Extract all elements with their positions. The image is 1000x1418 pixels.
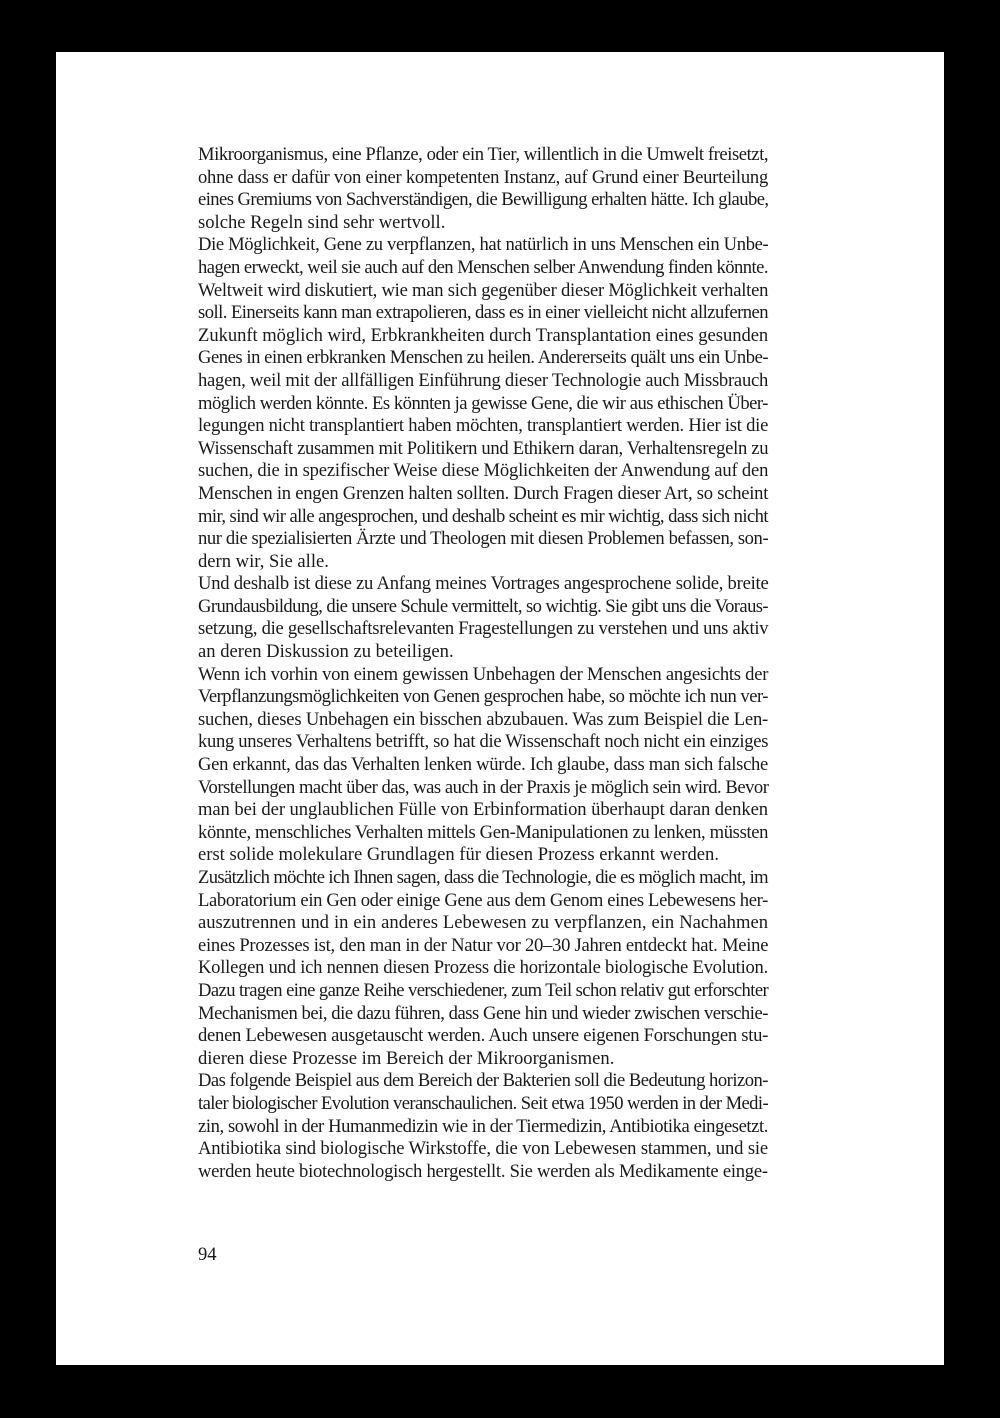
book-page [56,52,944,1365]
text-line: Wissenschaft zusammen mit Politikern und Ethikern daran, Verhaltensregeln zu [198,437,769,459]
text-line: legungen nicht transplantiert haben möchten, transplantiert werden. Hier ist die [198,415,769,437]
text-line: Laboratorium ein Gen oder einige Gene aus dem Genom eines Lebewesens her- [198,889,768,911]
text-line: Mechanismen bei, die dazu führen, dass Gene hin und wieder zwischen verschie- [198,1002,768,1024]
text-line: Zukunft möglich wird, Erbkrankheiten durch Transplantation eines gesunden [198,324,769,346]
paragraph [198,664,768,867]
text-line: Mikroorganismus, eine Pflanze, oder ein Tier, willentlich in die Umwelt freisetzt, [198,144,769,165]
text-line: möglich werden könnte. Es könnten ja gewisse Gene, die wir aus ethischen Über- [198,392,768,414]
text-line: Kollegen und ich nennen diesen Prozess die horizontale biologische Evolution. [198,957,768,979]
text-line: mir, sind wir alle angesprochen, und deshalb scheint es mir wichtig, dass sich nicht [198,505,768,527]
text-line: Zusätzlich möchte ich Ihnen sagen, dass die Technologie, die es möglich macht, im [198,867,768,888]
text-line: suchen, dieses Unbehagen ein bisschen abzubauen. Was zum Beispiel die Len- [198,708,768,730]
text-line: Weltweit wird diskutiert, wie man sich gegenüber dieser Möglichkeit verhalten [198,279,769,301]
text-line: taler biologischer Evolution veranschaulichen. Seit etwa 1950 werden in der Medi- [198,1092,769,1114]
text-line: könnte, menschliches Verhalten mittels Gen-Manipulationen zu lenken, müssten [198,821,769,843]
text-line: man bei der unglaublichen Fülle von Erbinformation überhaupt daran denken [198,799,768,821]
text-line: nur die spezialisierten Ärzte und Theologen mit diesen Problemen befassen, son- [198,528,769,550]
text-line: denen Lebewesen ausgetauscht werden. Auch unsere eigenen Forschungen stu- [198,1025,769,1047]
text-line: Wenn ich vorhin von einem gewissen Unbehagen der Menschen angesichts der [198,663,769,685]
text-line: soll. Einerseits kann man extrapolieren, dass es in einer vielleicht nicht allzufernen [198,302,768,324]
text-line: Menschen in engen Grenzen halten sollten. Durch Fragen dieser Art, so scheint [198,482,769,504]
text-line: eines Prozesses ist, den man in der Natur vor 20–30 Jahren entdeckt hat. Meine [198,934,769,956]
text-line: hagen, weil mit der allfälligen Einführung dieser Technologie auch Missbrauch [198,369,769,391]
text-line: Vorstellungen macht über das, was auch in der Praxis je möglich sein wird. Bevor [198,776,769,798]
text-line: Grundausbildung, die unsere Schule vermittelt, so wichtig. Sie gibt uns die Voraus- [198,595,769,617]
text-line: Dazu tragen eine ganze Reihe verschiedener, zum Teil schon relativ gut erforschter [198,979,769,1001]
text-line: dern wir, Sie alle. [198,550,329,572]
body-text [198,144,768,1183]
text-line: solche Regeln sind sehr wertvoll. [198,211,446,233]
text-line: erst solide molekulare Grundlagen für diesen Prozess erkannt werden. [198,844,719,866]
text-line: Das folgende Beispiel aus dem Bereich der Bakterien soll die Bedeutung horizon- [198,1070,768,1092]
text-line: ohne dass er dafür von einer kompetenten Instanz, auf Grund einer Beurteilung [198,166,768,188]
text-line: Genes in einen erbkranken Menschen zu heilen. Andererseits quält uns ein Unbe- [198,347,769,369]
text-line: an deren Diskussion zu beteiligen. [198,641,454,663]
text-line: dieren diese Prozesse im Bereich der Mikroorganismen. [198,1047,615,1069]
text-line: Verpflanzungsmöglichkeiten von Genen gesprochen habe, so möchte ich nun ver- [198,686,768,708]
text-line: eines Gremiums von Sachverständigen, die Bewilligung erhalten hätte. Ich glaube, [198,189,769,211]
text-line: auszutrennen und in ein anderes Lebewesen zu verpflanzen, ein Nachahmen [198,912,768,934]
paragraph [198,144,768,234]
text-line: Die Möglichkeit, Gene zu verpflanzen, hat natürlich in uns Menschen ein Unbe- [198,234,769,256]
text-line: Und deshalb ist diese zu Anfang meines Vortrages angesprochene solide, breite [198,573,769,595]
text-line: werden heute biotechnologisch hergestellt. Sie werden als Medikamente einge- [198,1160,768,1182]
page-number: 94 [198,1244,217,1265]
paragraph [198,573,768,663]
text-line: setzung, die gesellschaftsrelevanten Fragestellungen zu verstehen und uns aktiv [198,618,769,640]
paragraph [198,867,768,1070]
text-line: kung unseres Verhaltens betrifft, so hat die Wissenschaft noch nicht ein einziges [198,731,769,753]
paragraph [198,1070,768,1183]
text-line: zin, sowohl in der Humanmedizin wie in der Tiermedizin, Antibiotika eingesetzt. [198,1115,768,1137]
text-line: hagen erweckt, weil sie auch auf den Menschen selber Anwendung finden könnte. [198,256,768,278]
paragraph [198,234,768,573]
text-line: Gen erkannt, das das Verhalten lenken würde. Ich glaube, dass man sich falsche [198,754,768,776]
text-line: Antibiotika sind biologische Wirkstoffe, die von Lebewesen stammen, und sie [198,1138,768,1160]
text-line: suchen, die in spezifischer Weise diese Möglichkeiten der Anwendung auf den [198,460,769,482]
